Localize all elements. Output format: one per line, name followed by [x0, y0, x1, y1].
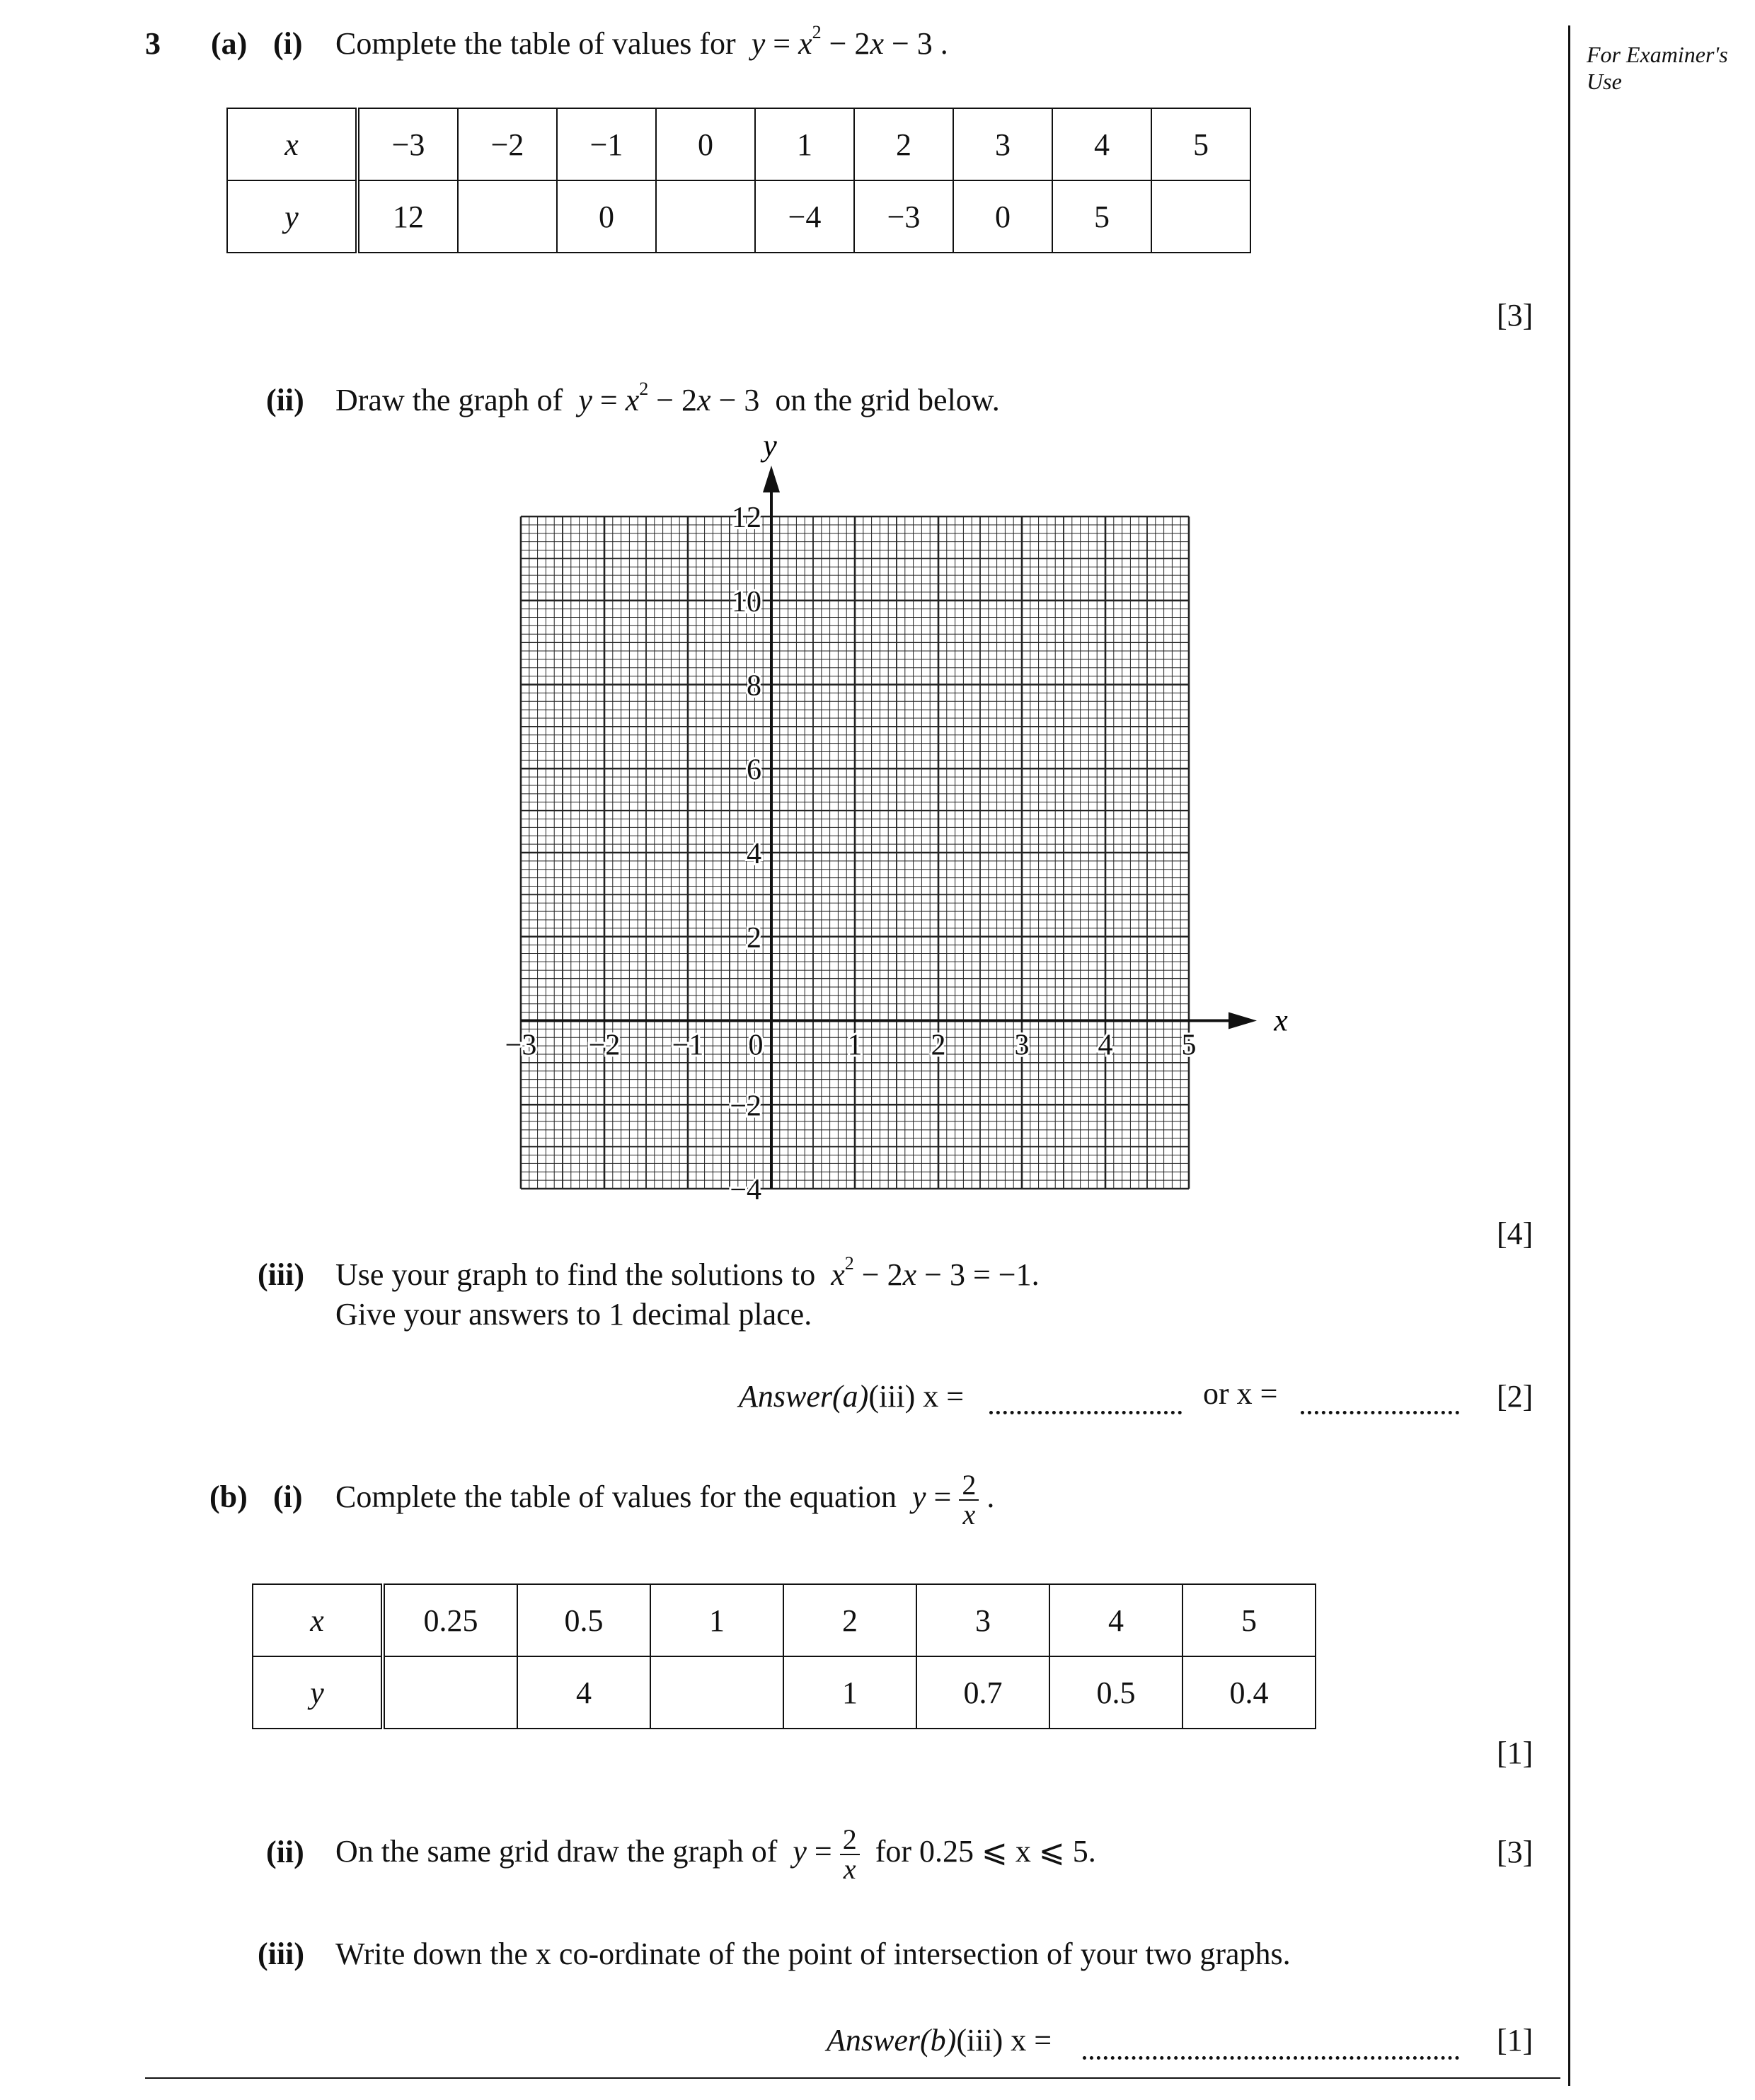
- x-tick-label: 2: [931, 1029, 946, 1062]
- table-cell: 4: [1052, 108, 1151, 180]
- x-axis-arrowhead: [1228, 1012, 1257, 1029]
- part-a-ii-equation: $y = x^2 - 2x - 3$: [578, 379, 768, 417]
- answer-a-iii-label: [739, 1378, 964, 1415]
- part-b-ii-equation: y = $\frac{2}{x}$: [785, 1834, 867, 1869]
- y-tick-label: 12: [732, 502, 761, 534]
- table-cell: 12: [357, 180, 458, 253]
- table-cell: 0: [656, 108, 755, 180]
- part-a-iii-label: (iii): [258, 1257, 304, 1292]
- table-header-x: x: [253, 1584, 383, 1656]
- part-b-ii-instruction: [335, 1820, 1096, 1883]
- part-a-label: (a): [211, 26, 248, 61]
- part-a-i-label: (i): [273, 26, 303, 61]
- table-row-x: [227, 108, 1250, 180]
- answer-a-iii-part: (iii) x =: [868, 1379, 965, 1414]
- part-a-ii-text-end: on the grid below.: [775, 383, 1000, 417]
- table-cell: 0.25: [383, 1584, 517, 1656]
- part-a-iii-line1: Use your graph to find the solutions to: [335, 1257, 816, 1292]
- table-cell: 5: [1052, 180, 1151, 253]
- answer-b-iii-part: (iii) x =: [956, 2023, 1052, 2058]
- x-axis-label: x: [1274, 1003, 1288, 1038]
- table-cell: 0: [557, 180, 656, 253]
- y-tick-label: 4: [747, 838, 761, 870]
- table-cell: 2: [783, 1584, 916, 1656]
- table-cell: 3: [953, 108, 1052, 180]
- part-b-iii-label: (iii): [258, 1937, 304, 1971]
- table-cell: 0.7: [916, 1656, 1049, 1729]
- part-a-ii-text-start: Draw the graph of: [335, 383, 563, 417]
- x-tick-label: −1: [672, 1029, 704, 1062]
- y-tick-label: 8: [747, 669, 761, 703]
- x-tick-label: −2: [588, 1029, 621, 1062]
- table-header-x: x: [227, 108, 357, 180]
- part-b-i-text: Complete the table of values for the equation: [335, 1479, 897, 1514]
- answer-a-iii-field-1[interactable]: [989, 1411, 1182, 1414]
- table-cell: 4: [517, 1656, 650, 1729]
- marks-b-iii: [1]: [1497, 2023, 1534, 2058]
- y-tick-label: −4: [730, 1174, 761, 1206]
- answer-b-iii-label: [827, 2022, 1052, 2059]
- table-cell: 1: [755, 108, 854, 180]
- table-cell: 0: [953, 180, 1052, 253]
- part-a-ii-label: (ii): [266, 383, 304, 417]
- y-tick-label: −2: [730, 1090, 761, 1123]
- graph-grid[interactable]: [0, 425, 1755, 1231]
- part-a-i-equation: $y = x^2 - 2x - 3$ .: [751, 22, 948, 61]
- part-b-iii-text: Write down the x co-ordinate of the point of intersection of your two graphs.: [335, 1937, 1291, 1971]
- table-cell: −2: [458, 108, 557, 180]
- part-a-i-instruction: [335, 22, 948, 62]
- table-header-y: y: [253, 1656, 383, 1729]
- answer-b-iii-field[interactable]: [1083, 2056, 1459, 2060]
- marks-a-iii: [2]: [1497, 1379, 1534, 1414]
- y-tick-label: 6: [747, 754, 761, 787]
- table-cell: −1: [557, 108, 656, 180]
- part-a-iii-line2: Give your answers to 1 decimal place.: [335, 1297, 812, 1332]
- answer-a-iii-field-2[interactable]: [1301, 1411, 1459, 1414]
- x-tick-label: 5: [1181, 1029, 1197, 1062]
- examiner-use-note: For Examiner's Use: [1587, 42, 1728, 94]
- x-tick-label: 1: [847, 1029, 863, 1062]
- part-b-i-equation: y = $\frac{2}{x}$ .: [911, 1468, 995, 1530]
- y-tick-label: 2: [747, 921, 761, 954]
- table-cell: 0.5: [1049, 1656, 1183, 1729]
- part-b-i-instruction: [335, 1466, 994, 1529]
- marks-a-ii: [4]: [1497, 1216, 1534, 1251]
- table-row-x: [253, 1584, 1316, 1656]
- marks-b-i: [1]: [1497, 1736, 1534, 1770]
- table-cell: 3: [916, 1584, 1049, 1656]
- part-b-ii-label: (ii): [266, 1835, 304, 1869]
- table-cell: 5: [1151, 108, 1250, 180]
- table-cell-blank[interactable]: [656, 180, 755, 253]
- part-b-ii-text-end: for 0.25 ⩽ x ⩽ 5.: [875, 1834, 1096, 1869]
- y-tick-label: 10: [732, 585, 761, 618]
- part-a-iii-instruction: [335, 1253, 1040, 1293]
- table-cell: 2: [854, 108, 953, 180]
- question-number: 3: [145, 26, 161, 61]
- x-tick-label: 0: [748, 1029, 764, 1062]
- table-row-y: [227, 180, 1250, 253]
- table-cell-blank[interactable]: [458, 180, 557, 253]
- x-tick-label: −3: [505, 1029, 537, 1062]
- table-cell: −3: [854, 180, 953, 253]
- table-cell: 0.4: [1183, 1656, 1316, 1729]
- table-header-y: y: [227, 180, 357, 253]
- page-bottom-rule: [145, 2077, 1560, 2079]
- part-b-i-label: (i): [273, 1479, 303, 1514]
- quadratic-values-table: [226, 108, 1251, 253]
- x-tick-label: 3: [1014, 1029, 1030, 1062]
- part-b-label: (b): [209, 1479, 248, 1514]
- table-cell-blank[interactable]: [650, 1656, 783, 1729]
- table-cell-blank[interactable]: [1151, 180, 1250, 253]
- part-b-ii-text-start: On the same grid draw the graph of: [335, 1834, 778, 1869]
- table-cell: 1: [783, 1656, 916, 1729]
- part-a-i-text: Complete the table of values for: [335, 26, 736, 61]
- table-row-y: [253, 1656, 1316, 1729]
- y-axis-label: y: [763, 428, 777, 463]
- answer-b-iii-prefix: Answer(b): [827, 2023, 957, 2058]
- table-cell: 5: [1183, 1584, 1316, 1656]
- y-axis-arrowhead: [763, 466, 780, 492]
- part-a-iii-equation: $x^2 - 2x - 3 = -1$.: [831, 1253, 1040, 1292]
- table-cell: −3: [357, 108, 458, 180]
- table-cell: 0.5: [517, 1584, 650, 1656]
- part-a-ii-instruction: [335, 379, 1000, 419]
- table-cell: 1: [650, 1584, 783, 1656]
- marks-a-i: [3]: [1497, 298, 1534, 333]
- table-cell-blank[interactable]: [383, 1656, 517, 1729]
- x-tick-label: 4: [1098, 1029, 1113, 1062]
- reciprocal-values-table: [252, 1583, 1316, 1729]
- marks-b-ii: [3]: [1497, 1835, 1534, 1869]
- answer-a-iii-prefix: Answer(a): [739, 1379, 869, 1414]
- table-cell: 4: [1049, 1584, 1183, 1656]
- table-cell: −4: [755, 180, 854, 253]
- answer-a-iii-or: or x =: [1203, 1376, 1278, 1411]
